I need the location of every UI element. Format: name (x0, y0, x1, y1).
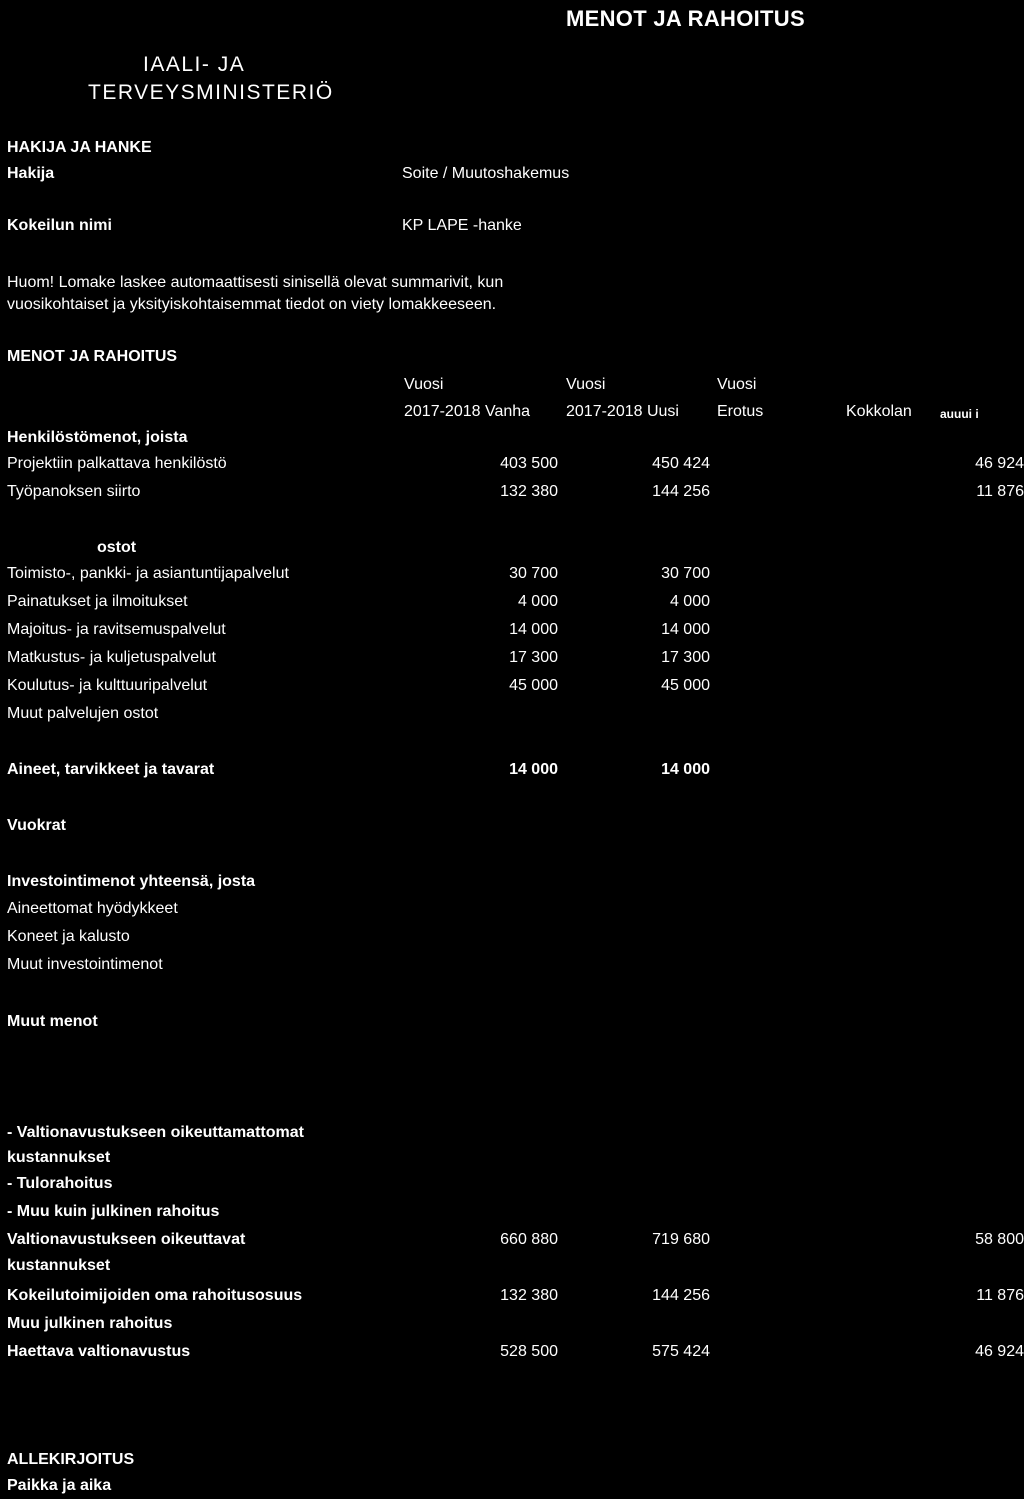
services-row-label: Toimisto-, pankki- ja asiantuntijapalvelut (7, 565, 289, 582)
column-header-kokkola: Kokkolan (846, 403, 912, 420)
services-row-new: 4 000 (669, 593, 710, 610)
personnel-heading: Henkilöstömenot, joista (7, 429, 188, 446)
services-row-new: 14 000 (661, 621, 710, 638)
services-row-old: 17 300 (509, 649, 558, 666)
ministry-logo-line1: IAALI- JA (143, 53, 246, 76)
services-heading: ostot (97, 539, 137, 556)
column-header-old-line2: 2017-2018 Vanha (404, 403, 531, 420)
personnel-row-label: Projektiin palkattava henkilöstö (7, 455, 227, 472)
non-public-financing-label: - Muu kuin julkinen rahoitus (7, 1203, 220, 1220)
grant-diff: 46 924 (975, 1343, 1024, 1360)
column-header-old-line1: Vuosi (404, 376, 444, 393)
eligible-costs-new: 719 680 (652, 1231, 710, 1248)
personnel-row-new: 450 424 (652, 455, 710, 472)
investments-row-label: Aineettomat hyödykkeet (7, 900, 178, 917)
services-row-old: 14 000 (509, 621, 558, 638)
investments-heading: Investointimenot yhteensä, josta (7, 873, 256, 890)
materials-new: 14 000 (661, 761, 710, 778)
services-row-old: 30 700 (509, 565, 558, 582)
note-line-2: vuosikohtaiset ja yksityiskohtaisemmat tiedot on viety lomakkeeseen. (7, 296, 497, 313)
eligible-costs-line2: kustannukset (7, 1257, 111, 1274)
eligible-costs-line1: Valtionavustukseen oikeuttavat (7, 1231, 246, 1248)
column-header-cutoff: auuui i (940, 407, 979, 421)
column-header-diff-line1: Vuosi (717, 376, 757, 393)
services-row-label: Painatukset ja ilmoitukset (7, 593, 188, 610)
services-row-old: 4 000 (517, 593, 558, 610)
applicant-value: Soite / Muutoshakemus (402, 165, 570, 182)
page-title: MENOT JA RAHOITUS (566, 6, 805, 31)
other-public-financing-label: Muu julkinen rahoitus (7, 1315, 173, 1332)
signature-section-title: ALLEKIRJOITUS (7, 1451, 135, 1468)
personnel-row-diff: 46 924 (975, 455, 1024, 472)
own-financing-label: Kokeilutoimijoiden oma rahoitusosuus (7, 1287, 303, 1304)
income-financing-label: - Tulorahoitus (7, 1175, 113, 1192)
services-row-label: Majoitus- ja ravitsemuspalvelut (7, 621, 226, 638)
materials-old: 14 000 (509, 761, 558, 778)
column-header-diff-line2: Erotus (717, 403, 764, 420)
column-header-new-line1: Vuosi (566, 376, 606, 393)
grant-old: 528 500 (500, 1343, 558, 1360)
grant-label: Haettava valtionavustus (7, 1343, 191, 1360)
personnel-row-label: Työpanoksen siirto (7, 483, 141, 500)
grant-new: 575 424 (652, 1343, 710, 1360)
applicant-section-title: HAKIJA JA HANKE (7, 139, 152, 156)
services-row-new: 17 300 (661, 649, 710, 666)
ineligible-costs-line2: kustannukset (7, 1149, 111, 1166)
personnel-row-new: 144 256 (652, 483, 710, 500)
personnel-row-old: 132 380 (500, 483, 558, 500)
investments-row-label: Muut investointimenot (7, 956, 163, 973)
place-and-date-label: Paikka ja aika (7, 1477, 112, 1494)
rents-label: Vuokrat (7, 817, 66, 834)
services-row-new: 30 700 (661, 565, 710, 582)
column-header-new-line2: 2017-2018 Uusi (566, 403, 679, 420)
budget-section-title: MENOT JA RAHOITUS (7, 348, 178, 365)
project-name-label: Kokeilun nimi (7, 217, 112, 234)
materials-label: Aineet, tarvikkeet ja tavarat (7, 761, 215, 778)
other-costs-label: Muut menot (7, 1013, 98, 1030)
services-row-label: Muut palvelujen ostot (7, 705, 159, 722)
ineligible-costs-line1: - Valtionavustukseen oikeuttamattomat (7, 1124, 304, 1141)
personnel-row-diff: 11 876 (976, 483, 1024, 500)
note-line-1: Huom! Lomake laskee automaattisesti sinisellä olevat summarivit, kun (7, 274, 504, 291)
applicant-label: Hakija (7, 165, 55, 182)
ministry-logo-line2: TERVEYSMINISTERIÖ (88, 81, 334, 104)
own-financing-new: 144 256 (652, 1287, 710, 1304)
services-row-new: 45 000 (661, 677, 710, 694)
services-row-old: 45 000 (509, 677, 558, 694)
investments-row-label: Koneet ja kalusto (7, 928, 130, 945)
services-row-label: Matkustus- ja kuljetuspalvelut (7, 649, 216, 666)
personnel-row-old: 403 500 (500, 455, 558, 472)
project-name-value: KP LAPE -hanke (402, 217, 522, 234)
eligible-costs-old: 660 880 (500, 1231, 558, 1248)
own-financing-old: 132 380 (500, 1287, 558, 1304)
own-financing-diff: 11 876 (976, 1287, 1024, 1304)
services-row-label: Koulutus- ja kulttuuripalvelut (7, 677, 208, 694)
eligible-costs-diff: 58 800 (975, 1231, 1024, 1248)
